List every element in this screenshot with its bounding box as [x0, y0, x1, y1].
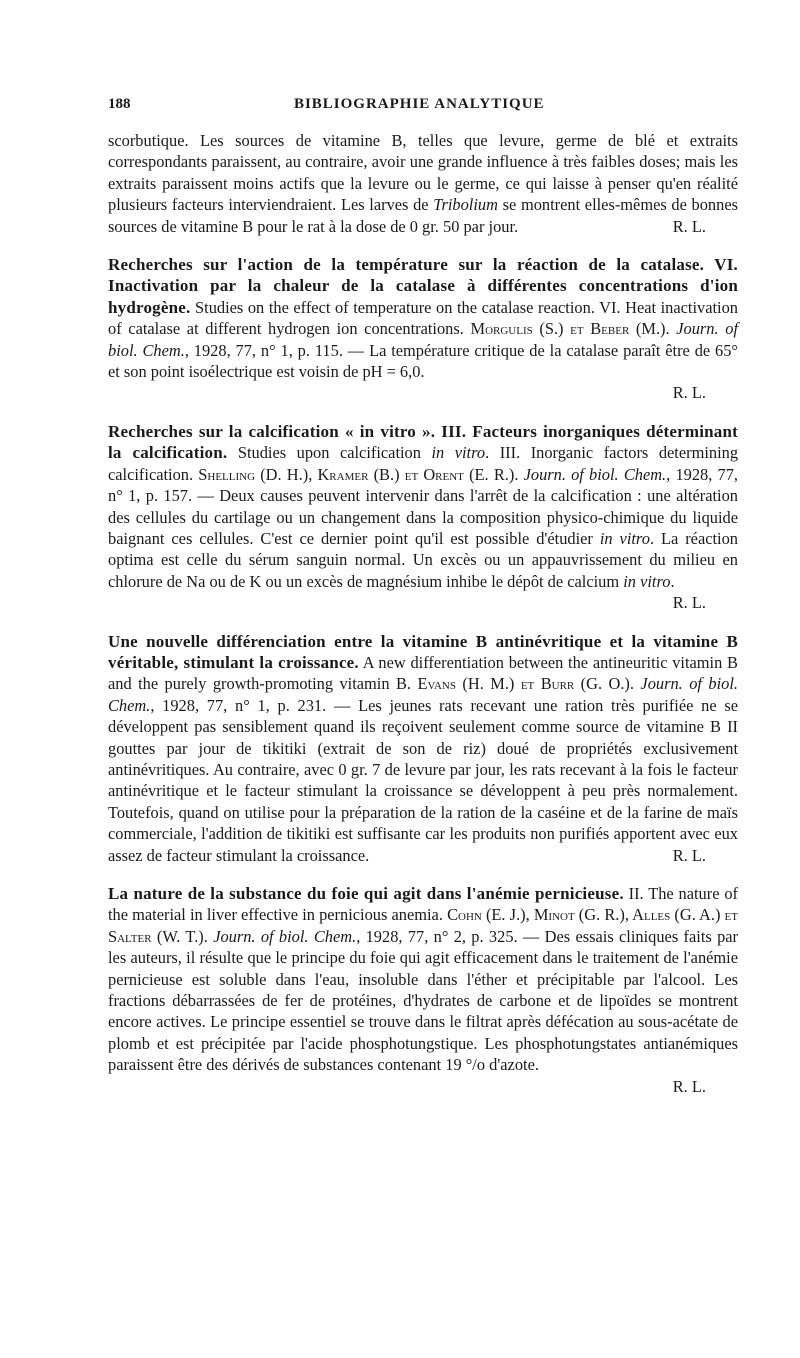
reference: , 1928, 77, n° 2, p. 325. —: [356, 926, 545, 946]
page-header: [108, 96, 738, 113]
english-title: Studies on the effect of temperature on the catalase reaction. VI. Heat inactivation of catalase at different hydrogen ion concentrations.: [108, 297, 738, 339]
abstract-body: Les jeunes rats recevant une ration très purifiée ne se développent pas sensiblement quand ils reçoivent seulement comme source de vitamine B II gouttes par jour de tikitiki (extrait de son de riz) doué de propriétés exclusivement antinévritiques. Au contraire, avec 0 gr. 7 de levure par jour, les rats recevant à la fois le facteur antinévritique et le facteur stimulant la croissance se développent à peu près normalement. Toutefois, quand on utilise pour la préparation de la ration de la caséine et de la farine de maïs commerciale, l'addition de tikitiki est suffisante car les produits non purifiés apportent avec eux assez de facteur stimulant la croissance.: [108, 695, 738, 865]
signature: R. L.: [672, 383, 706, 403]
page: [108, 96, 738, 1097]
authors: Shelling (D. H.), Kramer (B.) et Orent (E. R.).: [198, 464, 519, 484]
entry-title: Recherches sur la calcification « in vitro ». III. Facteurs inorganiques déterminant la calcification.: [108, 421, 738, 463]
intro-continuation: [108, 130, 738, 237]
abstract-body-3: .: [670, 571, 675, 591]
entry-title: La nature de la substance du foie qui agit dans l'anémie pernicieuse.: [108, 884, 624, 903]
intro-text-2: se montrent elles-mêmes de bonnes sources de vitamine B pour le rat à la dose de 0 gr. 50 par jour.: [108, 195, 738, 236]
english-title: II. The nature of the material in liver effective in pernicious anemia.: [108, 884, 738, 925]
running-title: BIBLIOGRAPHIE ANALYTIQUE: [293, 96, 545, 112]
abstract-body: Deux causes peuvent intervenir dans l'arrêt de la calcification : une altération des cellules du cartilage ou un changement dans la composition physico-chimique du liquide baignant ces cellules. C'est ce dernier point qu'il est possible d'étudier: [108, 486, 738, 548]
journal: Journ. of biol. Chem.: [108, 674, 738, 715]
authors: Morgulis (S.) et Beber (M.).: [470, 319, 670, 339]
signature: R. L.: [672, 216, 706, 236]
signature: R. L.: [672, 593, 706, 613]
authors: Cohn (E. J.), Minot (G. R.), Alles (G. A.) et Salter (W. T.).: [108, 905, 738, 946]
english-title: A new differentiation between the antineuritic vitamin B and the purely growth-promoting vitamin B.: [108, 652, 738, 694]
abstract-body-2: . La réaction optima est celle du sérum sanguin normal. Un excès ou un appauvrissement du milieu en chlorure de Na ou de K ou un excès de magnésium inhibe le dépôt de calcium: [108, 528, 738, 591]
signature: R. L.: [672, 1076, 706, 1096]
entry-title: Recherches sur l'action de la température sur la réaction de la catalase. VI. Inactivation par la chaleur de la catalase à différentes concentrations d'ion hydrogène.: [108, 255, 738, 317]
reference: , 1928, 77, n° 1, p. 157. —: [108, 464, 738, 506]
journal: Journ. of biol. Chem.: [518, 464, 667, 484]
entry-calcification: [108, 421, 738, 614]
abstract-italic-2: in vitro: [623, 571, 671, 591]
abstract-body: Des essais cliniques faits par les auteurs, il résulte que le principe du foie qui agit efficacement dans le traitement de l'anémie pernicieuse est soluble dans l'eau, insoluble dans l'éther et précipitable par l'alcool. Les fractions débarrassées de fer de protéines, d'hydrates de carbone et de lipoïdes se montrent encore actives. Le principe essentiel se trouve dans le filtrat après défécation au sous-acétate de plomb et est précipitée par l'acide phosphotungstique. Les phosphotungstates antianémiques paraissent être des dérivés de substances contenant 19 °/o d'azote.: [108, 926, 738, 1075]
intro-italic: Tribolium: [433, 195, 498, 215]
abstract-body: La température critique de la catalase paraît être de 65° et son point isoélectrique est voisin de pH = 6,0.: [108, 340, 738, 382]
journal: Journ. of biol. Chem.: [108, 319, 738, 360]
entry-title: Une nouvelle différenciation entre la vitamine B antinévritique et la vitamine B véritable, stimulant la croissance.: [108, 631, 738, 672]
abstract-italic: in vitro: [599, 528, 650, 548]
signature: R. L.: [672, 845, 706, 865]
english-title: Studies upon calcification: [227, 443, 432, 463]
english-title-rest: . III. Inorganic factors determining calcification.: [108, 443, 739, 484]
authors: Evans (H. M.) et Burr (G. O.).: [417, 674, 634, 694]
english-title-italic: in vitro: [431, 443, 486, 463]
intro-text: scorbutique. Les sources de vitamine B, telles que levure, germe de blé et extraits correspondants paraissent, au contraire, avoir une grande influence à très faibles doses; mais les extraits paraissent moins actifs que la levure ou le germe, ce qui laisse à penser qu'en réalité plusieurs facteurs interviendraient. Les larves de: [108, 131, 738, 215]
entry-vitamin-b: [108, 631, 738, 866]
page-number: 188: [108, 96, 131, 112]
reference: , 1928, 77, n° 1, p. 231. —: [150, 695, 359, 715]
reference: , 1928, 77, n° 1, p. 115. —: [184, 340, 370, 360]
entry-liver-anemia: [108, 883, 738, 1097]
journal: Journ. of biol. Chem.: [207, 926, 357, 946]
entry-catalase: [108, 254, 738, 404]
